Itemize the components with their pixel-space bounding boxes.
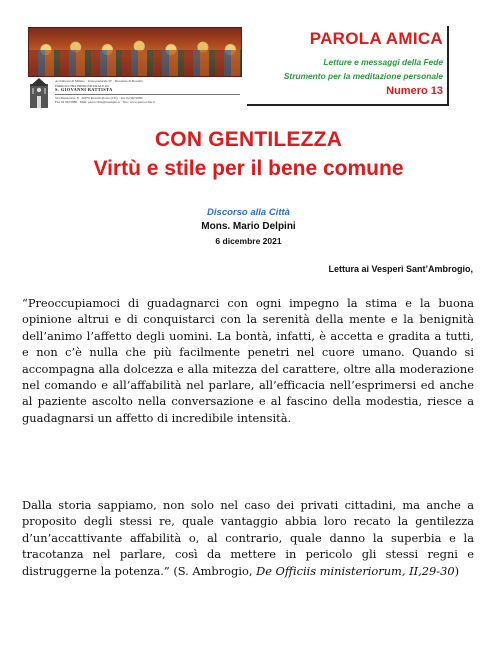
header-painting-image — [28, 27, 242, 77]
parish-emblem-icon — [28, 78, 50, 110]
reading-occasion: Lettura ai Vesperi Sant’Ambrogio, — [328, 264, 473, 274]
quote-paragraph-2 — [22, 497, 474, 579]
parish-name: S. GIOVANNI BATTISTA — [55, 87, 113, 93]
issue-number: Numero 13 — [386, 85, 443, 97]
discourse-date: 6 dicembre 2021 — [215, 236, 282, 246]
parish-address — [55, 79, 240, 105]
masthead-subtitle-2: Strumento per la meditazione personale — [283, 71, 443, 81]
masthead-subtitle-1: Letture e messaggi della Fede — [323, 57, 443, 67]
author-name: Mons. Mario Delpini — [201, 221, 296, 232]
masthead-title-box — [247, 26, 449, 106]
citation-close: ) — [454, 563, 460, 578]
parish-block — [28, 78, 240, 112]
masthead-title: PAROLA AMICA — [309, 29, 443, 48]
headline-line-1: CON GENTILEZZA — [154, 128, 343, 151]
citation-reference: II,29-30 — [405, 563, 455, 578]
parish-line-4: Fax 02 9672080 · Mail: parrocchia@example.it · Sito: www.parrocchia.it — [55, 100, 155, 105]
quote-paragraph-1: “Preoccupiamoci di guadagnarci con ogni impegno la stima e la buona opinione altrui e di conquistarci con la serenità della mente e la benignità dell’animo l’affetto degli uomini. La bontà, infatti, è accetta e gradita a tutti, e non c’è nulla che più facilmente penetri nel cuore umano. Quando si accompagna alla dolcezza e alla mitezza del carattere, oltre alla moderazione nel comando e all’affabilità nel parlare, all’efficacia nell’esprimersi ed anche al paziente ascolto nella conversazione e al fascino della modestia, riesce a guadagnarsi un affetto di incredibile intensità. — [22, 296, 474, 425]
parish-line-3: Via Manzoni n. 8 · 20070 Rovello Porro (CO) · Tel. 02 9672080 — [55, 95, 143, 100]
citation-work: De Officiis ministeriorum, — [256, 563, 406, 578]
painting-figures — [29, 50, 241, 76]
parish-divider — [55, 94, 240, 95]
headline-line-2: Virtù e stile per il bene comune — [93, 157, 404, 180]
citation-author: (S. Ambrogio, — [169, 563, 257, 578]
parish-line-2: PARROCCHIA PREPOSITURALE DI — [55, 83, 109, 88]
quote-paragraph-2-text: Dalla storia sappiamo, non solo nel caso dei privati cittadini, ma anche a proposito degli stessi re, quale vantaggio abbia loro recato la gentilezza d’un’accattivante affabilità o, al contrario, quale danno la superbia e la tracotanza nel parlare, così da mettere in pericolo gli stessi regni e distruggerne la potenza.” — [22, 498, 474, 578]
parish-line-1: Arcidiocesi di Milano · Zona pastorale IV · Decanato di Rovello — [55, 79, 143, 83]
discourse-kind: Discorso alla Città — [207, 207, 290, 218]
